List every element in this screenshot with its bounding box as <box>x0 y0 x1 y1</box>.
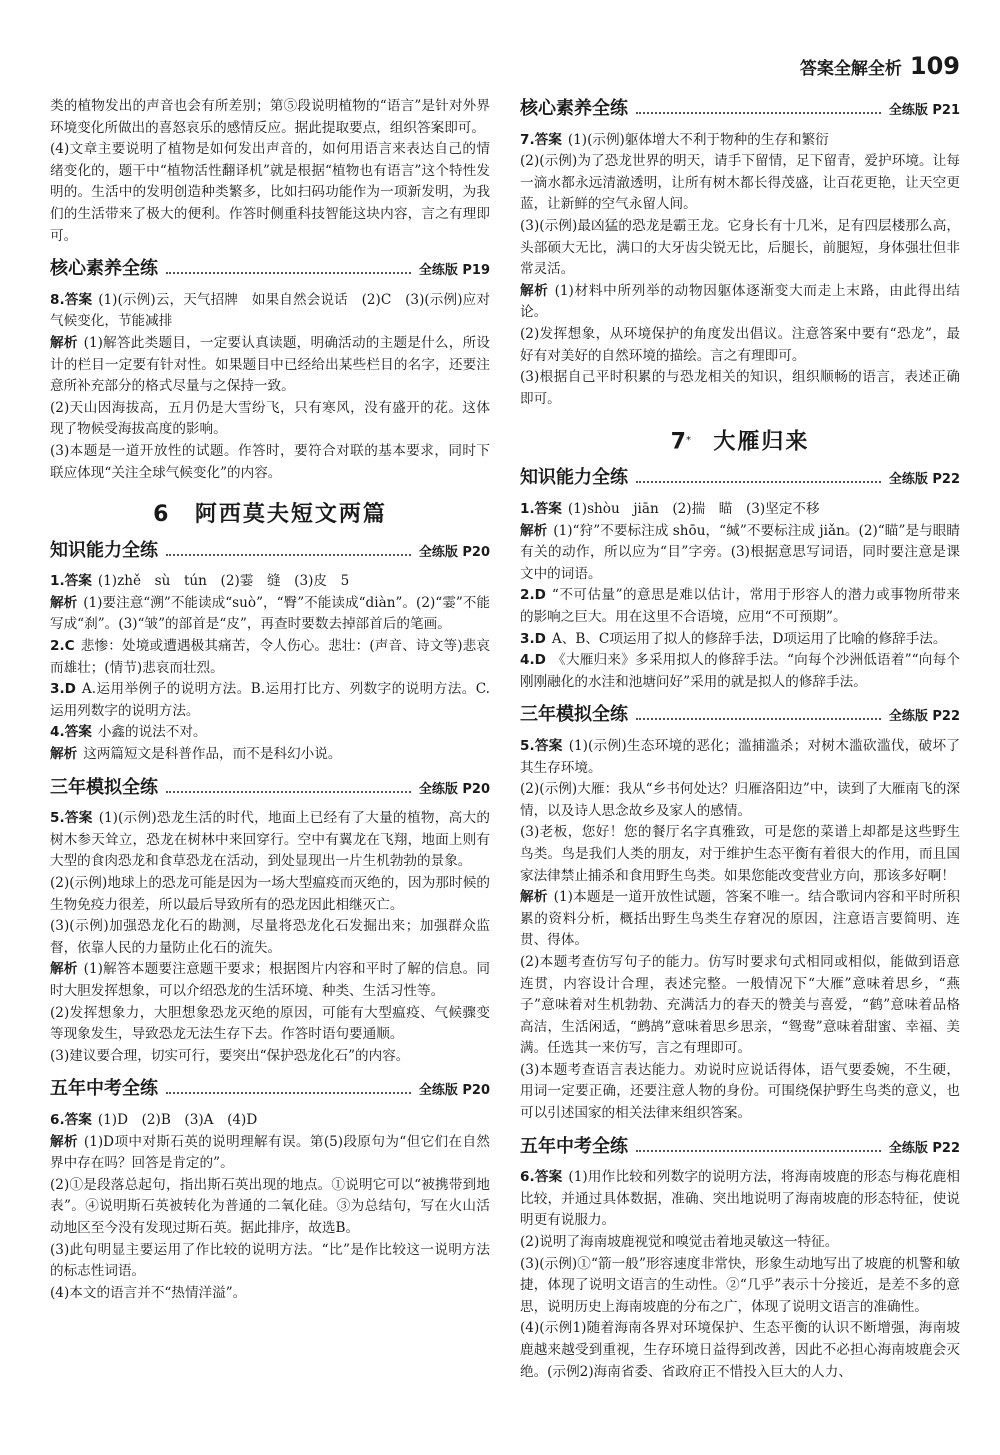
analysis-text: (1)要注意“溯”不能读成“suò”，“臀”不能读成“diàn”。(2)“霎”不能写成“刹”。(3)“皱”的部首是“皮”，再查时要数去掉部首后的笔画。 <box>50 594 490 633</box>
paragraph: (2)①是段落总起句，指出斯石英出现的地点。①说明它可以“被携带到地表”。④说明斯石英被转化为普通的二氧化硅。③为总结句，写在火山活动地区至今没有发现过斯石英。据此排序，故选B。 <box>50 1176 490 1236</box>
answer <box>50 1110 490 1132</box>
lesson-heading <box>50 504 490 529</box>
section-title: 三年模拟全练 <box>520 704 628 726</box>
answer <box>520 130 960 152</box>
paragraph: (3)根据自己平时积累的与恐龙相关的知识，组织顺畅的语言，表述正确即可。 <box>520 369 960 407</box>
dotted-leader <box>636 718 881 720</box>
answer <box>520 650 960 693</box>
paragraph: (4)文章主要说明了植物是如何发出声音的，如何用语言来表达自己的情绪变化的，题干中“植物活性翻译机”就是根据“植物也有语言”这个特性发明的。生活中的发明创造种类繁多，比如扫码功能作为一项新发明，为我们的生活带来了极大的便利。作答时侧重科技智能这块内容，言之有理即可。 <box>50 141 490 244</box>
dotted-leader <box>166 554 411 556</box>
right-column <box>520 96 960 1383</box>
section-heading <box>50 777 490 801</box>
answer-label: 2.C <box>50 638 75 655</box>
paragraph: (3)建议要合理，切实可行，要突出“保护恐龙化石”的内容。 <box>50 1047 410 1064</box>
answer-label: 4.D <box>520 652 546 669</box>
answer <box>520 1167 960 1232</box>
answer <box>50 679 490 722</box>
answer-label: 2.D <box>520 587 546 604</box>
section-heading <box>50 1078 490 1102</box>
analysis <box>50 744 490 766</box>
answer <box>50 808 490 873</box>
answer <box>50 571 490 593</box>
answer-text: (1)shòu jiān (2)揣 瞄 (3)坚定不移 <box>567 501 820 518</box>
paragraph: (2)发挥想象力，大胆想象恐龙灭绝的原因，可能有大型瘟疫、气候骤变等现象发生，导致恐龙无法生存下去。作答时语句要通顺。 <box>50 1004 490 1043</box>
analysis <box>520 281 960 324</box>
paragraph: (3)本题考查语言表达能力。劝说时应说话得体，语气要委婉，不生硬，用词一定要正确，还要注意人物的身份。可围绕保护野生鸟类的意义，也可以引述国家的相关法律来组织答案。 <box>520 1061 960 1122</box>
analysis <box>50 959 490 1002</box>
answer-label: 5.答案 <box>50 810 93 827</box>
paragraph: (4)(示例1)随着海南各界对环境保护、生态平衡的认识不断增强，海南坡鹿越来越受到重视，生存环境日益得到改善，因此不必担心海南坡鹿会灭绝。(示例2)海南省委、省政府正不惜投入巨大的人力、 <box>520 1320 960 1380</box>
analysis-label: 解析 <box>520 889 548 906</box>
section-title: 知识能力全练 <box>520 467 628 489</box>
answer-text: (1)(示例)恐龙生活的时代，地面上已经有了大量的植物，高大的树木参天耸立，恐龙在树林中来回穿行。空中有翼龙在飞翔，地面上则有大型的食肉恐龙和食草恐龙在活动，到处显现出一片生机勃勃的景象。 <box>50 810 490 870</box>
answer <box>520 585 960 628</box>
section-title: 五年中考全练 <box>50 1078 158 1100</box>
analysis-label: 解析 <box>50 961 78 978</box>
paragraph: (3)(示例)加强恐龙化石的勘测，尽量将恐龙化石发掘出来；加强群众监督，依靠人民的力量防止化石的流失。 <box>50 918 490 956</box>
section-ref: 全练版 P21 <box>888 103 960 118</box>
answer-text: 《大雁归来》多采用拟人的修辞手法。“向每个沙洲低语着”“向每个刚刚融化的水洼和池塘问好”采用的就是拟人的修辞手法。 <box>520 652 960 690</box>
answer-label: 8.答案 <box>50 291 93 308</box>
answer-text: (1)D (2)B (3)A (4)D <box>97 1111 258 1128</box>
analysis <box>520 887 960 952</box>
answer-text: (1)(示例)躯体增大不利于物种的生存和繁衍 <box>567 131 829 148</box>
paragraph: (3)(示例)最凶猛的恐龙是霸王龙。它身长有十几米，足有四层楼那么高，头部硕大无比，满口的大牙齿尖锐无比，后腿长，前腿短，身体强壮但非常灵活。 <box>520 217 960 278</box>
dotted-leader <box>636 1150 881 1152</box>
analysis <box>520 521 960 586</box>
analysis-label: 解析 <box>520 282 549 299</box>
answer-label: 6.答案 <box>520 1169 563 1186</box>
page-header <box>800 52 960 80</box>
paragraph: (3)老板，您好！您的餐厅名字真雅致，可是您的菜谱上却都是这些野生鸟类。鸟是我们人类的朋友，对于维护生态平衡有着很大的作用，而且国家法律禁止捕杀和食用野生鸟类。如果您能改变营业方向，那该多好啊！ <box>520 824 960 884</box>
paragraph: (2)天山因海拔高，五月仍是大雪纷飞，只有寒风，没有盛开的花。这体现了物候受海拔高度的影响。 <box>50 399 490 438</box>
paragraph: (3)(示例)①“箭一般”形容速度非常快，形象生动地写出了坡鹿的机警和敏捷，体现了说明文语言的生动性。②“几乎”表示十分接近，是差不多的意思，说明历史上海南坡鹿的分布之广，体现了说明文语言的准确性。 <box>520 1255 960 1315</box>
paragraph: (2)(示例)大雁：我从“乡书何处达？归雁洛阳边”中，读到了大雁南飞的深情，以及诗人思念故乡及家人的感情。 <box>520 781 960 819</box>
paragraph: (2)说明了海南坡鹿视觉和嗅觉击着地灵敏这一特征。 <box>520 1234 839 1251</box>
paragraph: (3)此句明显主要运用了作比较的说明方法。“比”是作比较这一说明方法的标志性词语。 <box>50 1241 490 1280</box>
section-heading <box>520 98 960 122</box>
paragraph: (2)(示例)地球上的恐龙可能是因为一场大型瘟疫而灭绝的，因为那时候的生物免疫力很差，所以最后导致所有的恐龙因此相继灭亡。 <box>50 875 490 913</box>
answer-label: 7.答案 <box>520 131 562 148</box>
analysis <box>50 1132 490 1175</box>
section-ref: 全练版 P20 <box>418 1083 490 1099</box>
section-heading <box>520 1136 960 1160</box>
analysis <box>50 593 490 636</box>
answer <box>50 722 490 744</box>
analysis-label: 解析 <box>50 746 78 763</box>
paragraph: (3)本题是一道开放性的试题。作答时，要符合对联的基本要求，同时下联应体现“关注全球气候变化”的内容。 <box>50 442 490 481</box>
paragraph: 类的植物发出的声音也会有所差别；第⑤段说明植物的“语言”是针对外界环境变化所做出的喜怒哀乐的感情反应。据此提取要点，组织答案即可。 <box>50 98 490 136</box>
dotted-leader <box>166 272 411 274</box>
section-heading <box>50 258 490 282</box>
analysis-text: (1)解答此类题目，一定要认真读题，明确活动的主题是什么，所设计的栏目一定要有针对性。如果题目中已经给出某些栏目的名字，还要注意所补充部分的格式尽量与之保持一致。 <box>50 334 490 395</box>
analysis-label: 解析 <box>520 522 548 539</box>
analysis-text: (1)D项中对斯石英的说明理解有误。第(5)段原句为“但它们在自然界中存在吗？回答是肯定的”。 <box>50 1133 491 1172</box>
paragraph: (4)本文的语言并不“热情洋溢”。 <box>50 1284 247 1301</box>
answer-label: 4.答案 <box>50 724 92 741</box>
section-title: 核心素养全练 <box>50 258 158 280</box>
section-title: 核心素养全练 <box>520 98 628 119</box>
section-ref: 全练版 P22 <box>888 472 960 488</box>
analysis-text: (1)材料中所列举的动物因躯体逐渐变大而走上末路，由此得出结论。 <box>520 282 960 321</box>
answer-label: 1.答案 <box>50 573 92 590</box>
section-ref: 全练版 P20 <box>418 544 490 560</box>
header-title: 答案全解全析 <box>799 59 902 79</box>
answer-text: (1)(示例)生态环境的恶化；滥捕滥杀；对树木滥砍滥伐，破坏了其生存环境。 <box>520 737 960 776</box>
section-heading <box>50 540 490 564</box>
analysis-label: 解析 <box>50 1133 78 1150</box>
answer-text: (1)用作比较和列数字的说明方法，将海南坡鹿的形态与梅花鹿相比较，并通过具体数据，准确、突出地说明了海南坡鹿的形态特征，使说明更有说服力。 <box>520 1169 960 1229</box>
answer-label: 3.D <box>520 630 546 647</box>
section-heading <box>520 704 960 728</box>
analysis-text: 这两篇短文是科普作品，而不是科幻小说。 <box>83 746 342 763</box>
answer-text: 小鑫的说法不对。 <box>97 724 207 741</box>
section-ref: 全练版 P19 <box>418 263 490 279</box>
answer-text: A.运用举例子的说明方法。B.运用打比方、列数字的说明方法。C.运用列数字的说明方法。 <box>50 681 490 719</box>
page-number: 109 <box>909 52 960 80</box>
answer <box>520 736 960 779</box>
section-heading <box>520 467 960 491</box>
analysis-label: 解析 <box>50 334 78 351</box>
answer-text: 悲惨：处境或遭遇极其痛苦，令人伤心。悲壮：(声音、诗文等)悲哀而雄壮；(情节)悲哀而壮烈。 <box>50 638 490 676</box>
answer <box>520 629 960 651</box>
lesson-number: 7 <box>670 429 686 455</box>
answer <box>50 290 490 333</box>
lesson-heading <box>520 430 960 456</box>
answer-label: 6.答案 <box>50 1111 92 1128</box>
section-title: 五年中考全练 <box>520 1135 628 1157</box>
section-title: 三年模拟全练 <box>50 776 158 798</box>
answer-text: (1)zhě sù tún (2)霎 缝 (3)皮 5 <box>97 573 350 590</box>
lesson-star: * <box>685 435 691 447</box>
analysis-label: 解析 <box>50 594 78 611</box>
paragraph: (2)(示例)为了恐龙世界的明天，请手下留情，足下留青，爱护环境。让每一滴水都永远清澈透明，让所有树木都长得茂盛，让百花更艳，让天空更蓝，让新鲜的空气永留人间。 <box>520 153 960 213</box>
dotted-leader <box>166 1092 411 1094</box>
answer-label: 1.答案 <box>520 501 562 518</box>
lesson-title: 大雁归来 <box>713 429 810 455</box>
answer-text: “不可估量”的意思是难以估计，常用于形容人的潜力或事物所带来的影响之巨大。用在这里不合语境，应用“不可预期”。 <box>520 587 960 625</box>
lesson-title: 阿西莫夫短文两篇 <box>194 502 387 528</box>
analysis-text: (1)本题是一道开放性试题，答案不唯一。结合歌词内容和平时所积累的资料分析，概括出野生鸟类生存窘况的原因，注意语言要简明、连贯、得体。 <box>520 889 960 949</box>
paragraph: (2)本题考查仿写句子的能力。仿写时要求句式相同或相似，能做到语意连贯，内容设计合理，表述完整。一般情况下“大雁”意味着思乡，“燕子”意味着对生机勃勃、充满活力的春天的赞美与喜爱，“鹤”意味着品格高洁，生活闲适，“鹧鸪”意味着思乡思亲，“鸳鸯”意味着甜蜜、幸福、美满。任选其一来仿写，言之有理即可。 <box>520 953 960 1057</box>
answer <box>520 499 960 521</box>
answer <box>50 636 490 679</box>
left-column <box>50 96 490 1304</box>
answer-text: (1)(示例)云，天气招牌 如果自然会说话 (2)C (3)(示例)应对气候变化，节能减排 <box>50 291 490 330</box>
paragraph: (2)发挥想象，从环境保护的角度发出倡议。注意答案中要有“恐龙”，最好有对美好的自然环境的描绘。言之有理即可。 <box>520 325 960 364</box>
answer-label: 5.答案 <box>520 737 563 754</box>
dotted-leader <box>166 791 411 793</box>
section-ref: 全练版 P22 <box>888 1140 960 1156</box>
analysis-text: (1)“狩”不要标注成 shōu，“缄”不要标注成 jiǎn。(2)“瞄”是与眼睛有关的动作，所以应为“目”字旁。(3)根据意思写词语，同时要注意是课文中的词语。 <box>520 522 960 582</box>
analysis <box>50 333 490 398</box>
section-ref: 全练版 P22 <box>888 709 960 725</box>
section-ref: 全练版 P20 <box>418 781 490 797</box>
dotted-leader <box>636 481 881 483</box>
answer-text: A、B、C项运用了拟人的修辞手法，D项运用了比喻的修辞手法。 <box>551 630 947 647</box>
section-title: 知识能力全练 <box>50 539 158 561</box>
lesson-number: 6 <box>153 502 169 528</box>
answer-label: 3.D <box>50 681 76 698</box>
analysis-text: (1)解答本题要注意题干要求；根据图片内容和平时了解的信息。同时大胆发挥想象，可以介绍恐龙的生活环境、种类、生活习性等。 <box>50 961 490 999</box>
dotted-leader <box>636 112 881 114</box>
